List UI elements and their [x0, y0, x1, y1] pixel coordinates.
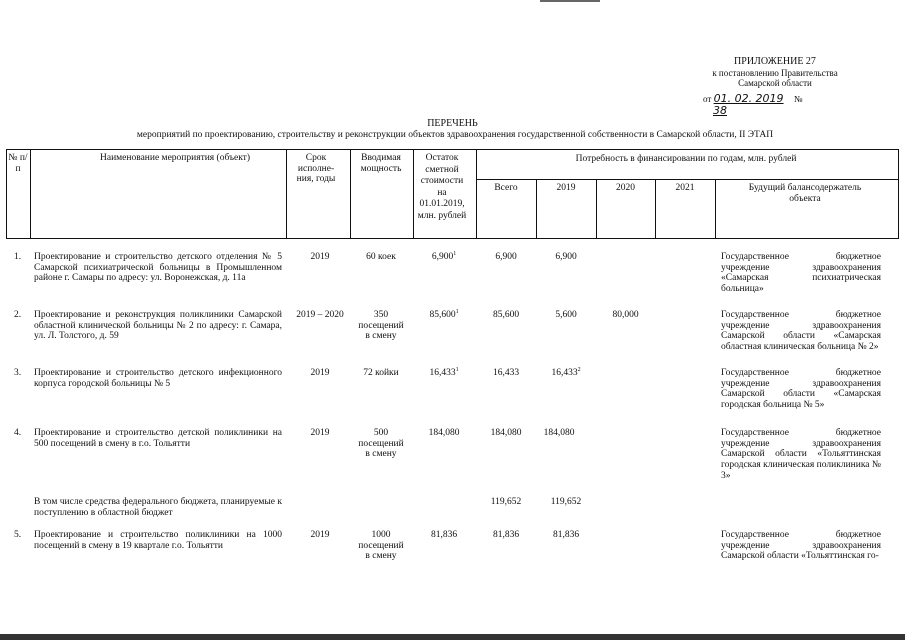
- row-federal-total: 119,652: [490, 497, 522, 507]
- row-4-capacity: 500 посещений в смену: [358, 428, 404, 460]
- row-1-remainder-value: 6,900: [431, 252, 454, 262]
- document-subtitle: мероприятий по проектированию, строительству и реконструкции объектов здравоохранения государственной собственности в Самарской области, II ЭТАП: [136, 130, 774, 140]
- row-5-capacity: 1000 посещений в смену: [358, 530, 404, 562]
- appendix-title: ПРИЛОЖЕНИЕ 27: [734, 56, 816, 67]
- col-header-remainder: Остаток сметной стоимости на 01.01.2019, млн. рублей: [417, 153, 467, 221]
- row-5-holder: Государственное бюджетное учреждение здравоохранения Самарской области «Тольяттинская го-: [721, 530, 881, 562]
- row-5-num: 5.: [14, 530, 22, 540]
- col-header-capacity: Вводимая мощность: [360, 153, 402, 174]
- row-2-2019: 5,600: [555, 310, 577, 320]
- row-4-2019: 184,080: [543, 428, 575, 438]
- row-1-remainder-footnote: 1: [453, 250, 457, 257]
- row-5-2019: 81,836: [552, 530, 580, 540]
- row-2-remainder-value: 85,600: [429, 310, 456, 320]
- scan-bottom-edge: [0, 634, 905, 640]
- row-3-2019-footnote: 2: [577, 366, 581, 373]
- row-2-remainder-footnote: 1: [455, 308, 459, 315]
- row-federal-name: В том числе средства федерального бюджета, планируемые к поступлению в областной бюджет: [34, 497, 282, 518]
- row-2-2020: 80,000: [612, 310, 639, 320]
- row-4-remainder: 184,080: [428, 428, 460, 438]
- row-1-term: 2019: [310, 252, 330, 262]
- decree-date-row: [703, 93, 863, 118]
- decree-number: 38: [713, 104, 727, 118]
- table-column-line-6: [898, 149, 899, 239]
- row-2-num: 2.: [14, 310, 22, 320]
- row-5-total: 81,836: [492, 530, 520, 540]
- col-header-total: Всего: [494, 183, 518, 193]
- row-5-name: Проектирование и строительство поликлиники на 1000 посещений в смену в 19 квартале г.о. Тольятти: [34, 530, 282, 551]
- scan-edge-mark: [540, 0, 600, 2]
- row-1-total: 6,900: [495, 252, 517, 262]
- row-3-num: 3.: [14, 368, 22, 378]
- table-column-line-1: [30, 149, 31, 239]
- row-2-name: Проектирование и реконструкция поликлиники Самарской областной клинической больницы № 2 по адресу: г. Самара, ул. Л. Толстого, д. 59: [34, 310, 282, 342]
- row-3-remainder: [416, 368, 472, 379]
- row-4-num: 4.: [14, 428, 22, 438]
- row-3-capacity: 72 койки: [363, 368, 399, 378]
- row-4-holder: Государственное бюджетное учреждение здравоохранения Самарской области «Тольяттинская городская клиническая поликлиника № 3»: [721, 428, 881, 481]
- decree-date: 01. 02. 2019: [713, 92, 784, 105]
- row-3-2019: [536, 368, 596, 379]
- col-header-2020: 2020: [616, 183, 635, 193]
- col-header-name: Наименование мероприятия (объект): [100, 153, 251, 163]
- row-1-num: 1.: [14, 252, 22, 262]
- row-3-holder: Государственное бюджетное учреждение здравоохранения Самарской области «Самарская городская больница № 5»: [721, 368, 881, 410]
- col-header-num: № п/п: [8, 153, 28, 174]
- number-prefix: №: [793, 94, 803, 104]
- row-1-capacity: 60 коек: [366, 252, 396, 262]
- col-header-holder: Будущий балансодержатель объекта: [748, 183, 862, 204]
- row-3-remainder-footnote: 1: [455, 366, 459, 373]
- row-4-total: 184,080: [490, 428, 522, 438]
- table-column-line-0: [6, 149, 7, 239]
- appendix-region: Самарской области: [738, 77, 812, 88]
- col-header-2021: 2021: [675, 183, 695, 193]
- row-3-2019-value: 16,433: [551, 368, 578, 378]
- row-1-remainder: [416, 252, 472, 263]
- col-header-need-group: Потребность в финансировании по годам, млн. рублей: [575, 154, 797, 164]
- date-prefix: от: [703, 94, 712, 104]
- table-column-line-2: [286, 149, 287, 239]
- col-header-term: Срок исполне-ния, годы: [296, 153, 336, 185]
- row-federal-2019: 119,652: [550, 497, 582, 507]
- col-header-2019: 2019: [556, 183, 576, 193]
- row-2-holder: Государственное бюджетное учреждение здравоохранения Самарской области «Самарская областная клиническая больница № 2»: [721, 310, 881, 352]
- row-2-term: 2019 – 2020: [296, 310, 344, 320]
- table-column-line-4: [413, 149, 414, 239]
- document-title: ПЕРЕЧЕНЬ: [427, 118, 478, 129]
- table-subcolumn-line-3: [715, 179, 716, 239]
- row-3-name: Проектирование и строительство детского инфекционного корпуса городской больницы № 5: [34, 368, 282, 389]
- row-2-capacity: 350 посещений в смену: [358, 310, 404, 342]
- row-2-total: 85,600: [492, 310, 520, 320]
- appendix-header: [690, 56, 860, 88]
- table-header-bottom-border: [6, 238, 898, 239]
- row-1-holder: Государственное бюджетное учреждение здравоохранения «Самарская психиатрическая больница»: [721, 252, 881, 294]
- table-subheader-border: [476, 179, 898, 180]
- row-5-term: 2019: [310, 530, 330, 540]
- appendix-decree: к постановлению Правительства: [712, 67, 838, 78]
- row-5-remainder: 81,836: [430, 530, 458, 540]
- row-3-total: 16,433: [492, 368, 520, 378]
- row-4-term: 2019: [310, 428, 330, 438]
- row-1-name: Проектирование и строительство детского отделения № 5 Самарской психиатрической больницы в Промышленном районе г. Самары по адресу: ул. Воронежская, д. 11а: [34, 252, 282, 284]
- table-top-border: [6, 149, 898, 150]
- row-3-term: 2019: [310, 368, 330, 378]
- row-3-remainder-value: 16,433: [429, 368, 456, 378]
- row-2-remainder: [416, 310, 472, 321]
- row-1-2019: 6,900: [555, 252, 577, 262]
- row-4-name: Проектирование и строительство детской поликлиники на 500 посещений в смену в г.о. Тольятти: [34, 428, 282, 449]
